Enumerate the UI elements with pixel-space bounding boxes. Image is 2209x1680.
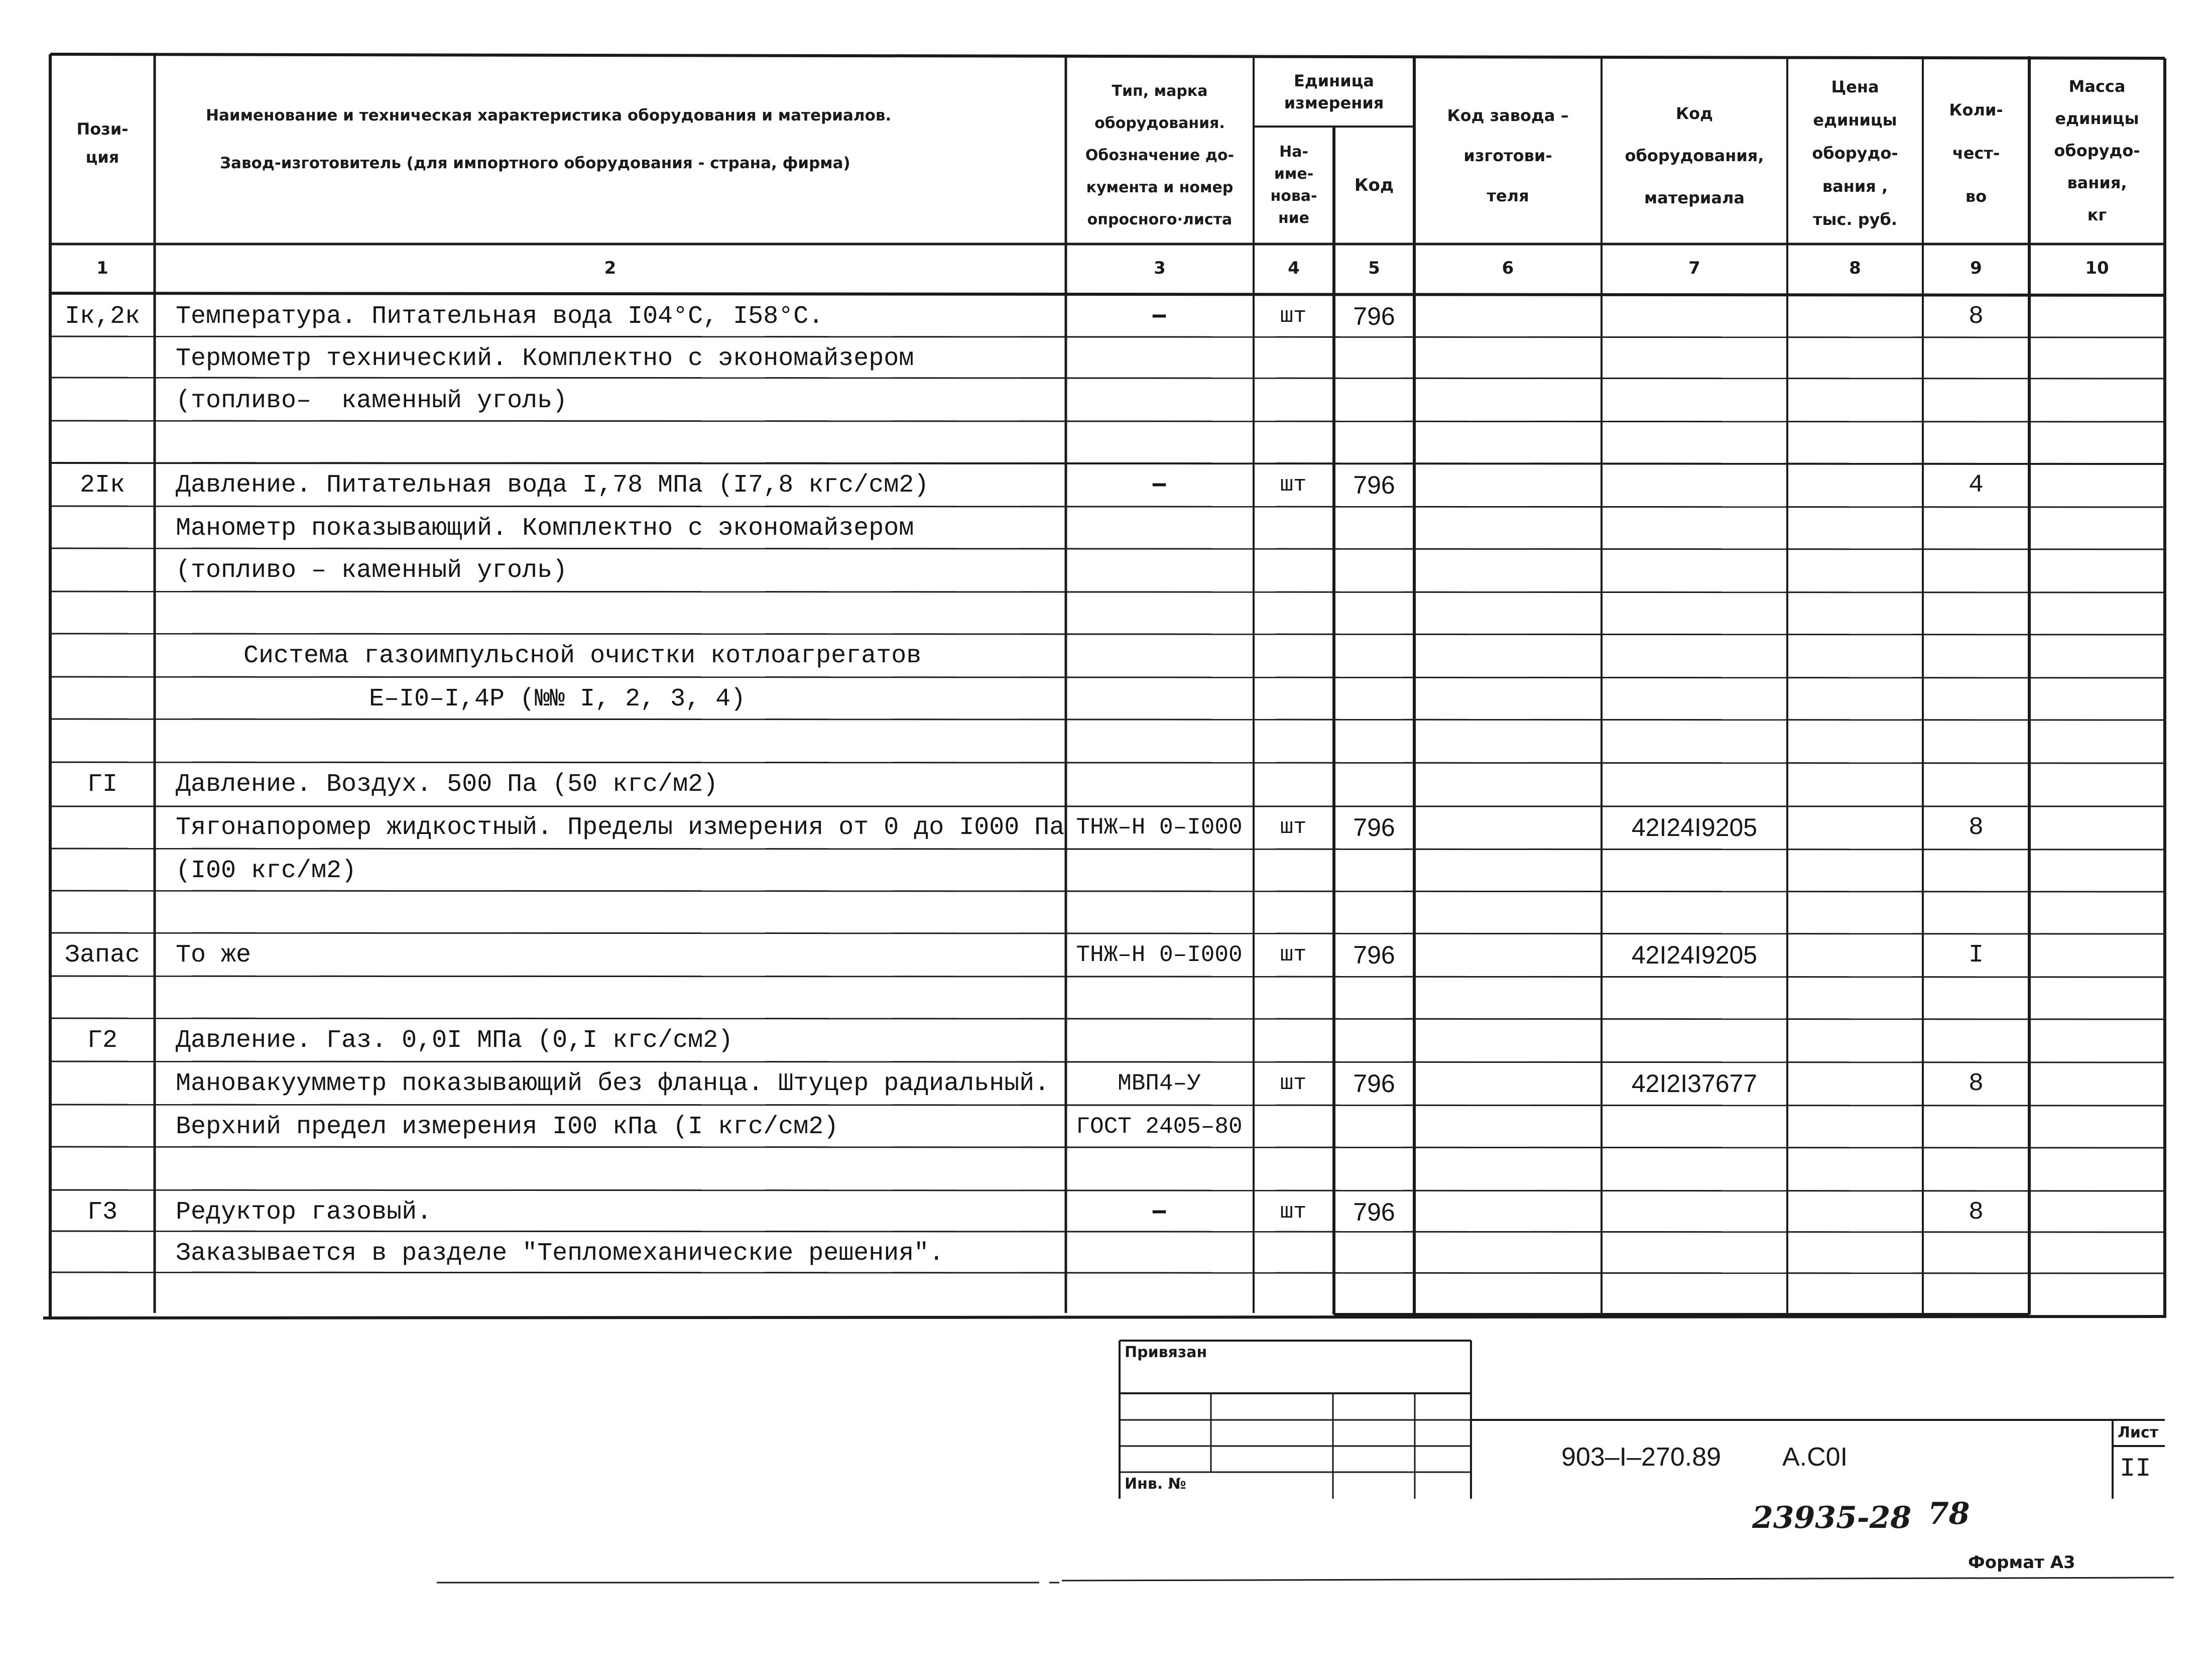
table-row [0,295,2209,337]
row-unit-code: 796 [1353,813,1395,842]
row-position: Iк,2к [64,302,141,331]
table-row [0,806,2209,850]
row-type: МВП4–У [1118,1070,1201,1097]
row-name: Манометр показывающий. Комплектно с экономайзером [176,514,914,543]
header-equipment-code: Код оборудования, материала [1625,104,1764,207]
row-name: Давление. Питательная вода I,78 МПа (I7,8 кгс/см2) [176,470,929,500]
column-number-5: 5 [1368,258,1380,278]
row-name: (топливо– каменный уголь) [176,386,568,415]
format-label: Формат А3 [1968,1552,2075,1573]
row-equipment-code: 42I24I9205 [1631,813,1758,842]
table-row [0,934,2209,976]
header-quantity: Коли- чест- во [1949,100,2003,206]
sheet-label: Лист [2118,1424,2159,1442]
stamp-bound-label: Привязан [1125,1344,1207,1361]
row-equipment-code [1602,295,1787,337]
sheet-number: II [2120,1454,2151,1484]
table-row [0,507,2209,549]
page-number: 78 [1928,1496,1970,1531]
row-unit: шт [1280,1071,1307,1096]
row-quantity: I [1968,940,1984,970]
archive-number: 23935-28 [1752,1500,1912,1535]
table-row [0,1106,2209,1148]
table-row [0,850,2209,892]
row-unit-code: 796 [1353,1198,1395,1226]
header-unit-group: Единица измерения [1284,71,1384,112]
row-name: Давление. Газ. 0,0I МПа (0,I кгс/см2) [176,1026,733,1055]
column-number-10: 10 [2085,258,2109,278]
header-mass: Масса единицы оборудо- вания, кг [2054,77,2140,224]
column-number-3: 3 [1154,258,1166,278]
row-name: Термометр технический. Комплектно с экономайзером [176,344,914,373]
header-type: Тип, марка оборудования. Обозначение до- кумента и номер опросного·листа [1085,82,1235,228]
column-number-4: 4 [1288,258,1300,278]
row-position: Г2 [87,1026,117,1055]
table-row [0,380,2209,422]
table-row [0,337,2209,380]
row-quantity: 8 [1968,1069,1984,1098]
row-unit: шт [1280,1199,1307,1225]
row-name: Заказывается в разделе "Тепломеханические решения". [176,1239,944,1268]
row-unit-code: 796 [1353,941,1395,969]
row-name: (I00 кгс/м2) [176,856,357,885]
row-name: Редуктор газовый. [176,1197,432,1227]
row-quantity: 8 [1968,813,1984,842]
header-name-line1: Наименование и техническая характеристика оборудования и материалов. [206,106,892,125]
row-position: Запас [64,940,141,970]
table-row [0,1062,2209,1106]
document-number: 903–I–270.89 [1561,1443,1722,1472]
table-row [0,1191,2209,1232]
row-name: Тягонапоромер жидкостный. Пределы измерения от 0 до I000 Па [176,813,1065,842]
row-quantity: 4 [1968,470,1984,500]
row-position: ГI [87,770,117,799]
column-number-1: 1 [96,258,108,278]
row-type: – [1150,468,1168,502]
table-row [0,635,2209,677]
row-equipment-code: 42I2I37677 [1631,1069,1758,1098]
table-row [0,549,2209,591]
row-type: ГОСТ 2405–80 [1076,1114,1243,1140]
row-type: ТНЖ–Н 0–I000 [1076,942,1243,968]
table-row [0,678,2209,720]
row-position: Г3 [87,1197,117,1227]
row-unit-code: 796 [1353,471,1395,499]
header-factory-code: Код завода – изготови- теля [1447,106,1569,205]
row-quantity: 8 [1968,302,1984,331]
row-name: Давление. Воздух. 500 Па (50 кгс/м2) [176,770,718,799]
table-row [0,464,2209,506]
row-quantity: 8 [1968,1197,1984,1227]
row-equipment-code: 42I24I9205 [1631,941,1758,969]
document-code: А.С0I [1782,1443,1848,1472]
column-number-2: 2 [604,258,617,278]
header-name-line2: Завод-изготовитель (для импортного оборудования - страна, фирма) [220,154,850,172]
section-title: Система газоимпульсной очистки котлоагрегатов [243,641,922,670]
column-number-6: 6 [1502,258,1514,278]
row-unit: шт [1280,472,1307,498]
header-unit-code: Код [1354,175,1394,195]
column-number-9: 9 [1970,258,1982,278]
header-price: Цена единицы оборудо- вания , тыс. руб. [1812,77,1898,229]
row-type: – [1150,1195,1168,1229]
row-type: ТНЖ–Н 0–I000 [1076,814,1243,841]
table-row [0,1019,2209,1062]
header-position: Пози- ция [76,119,129,167]
stamp-inventory-label: Инв. № [1125,1475,1186,1493]
row-name: Мановакуумметр показывающий без фланца. Штуцер радиальный. [176,1069,1050,1098]
column-number-7: 7 [1688,258,1700,278]
header-unit-name: На- име- нова- ние [1270,143,1317,227]
row-unit: шт [1280,304,1307,329]
row-unit-code: 796 [1353,1069,1395,1098]
row-type: – [1150,299,1168,333]
row-unit: шт [1280,815,1307,840]
table-row [0,1232,2209,1273]
column-number-8: 8 [1849,258,1861,278]
row-unit-code: 796 [1353,302,1395,330]
row-name: (топливо – каменный уголь) [176,556,568,585]
row-position: 2Iк [79,470,125,500]
row-unit: шт [1280,942,1307,968]
row-name: Температура. Питательная вода I04°C, I58°C. [176,302,824,331]
table-row [0,763,2209,806]
row-name: Верхний предел измерения I00 кПа (I кгс/см2) [176,1112,839,1141]
section-subtitle: Е–I0–I,4Р (№№ I, 2, 3, 4) [369,684,746,713]
row-name: То же [176,940,252,970]
